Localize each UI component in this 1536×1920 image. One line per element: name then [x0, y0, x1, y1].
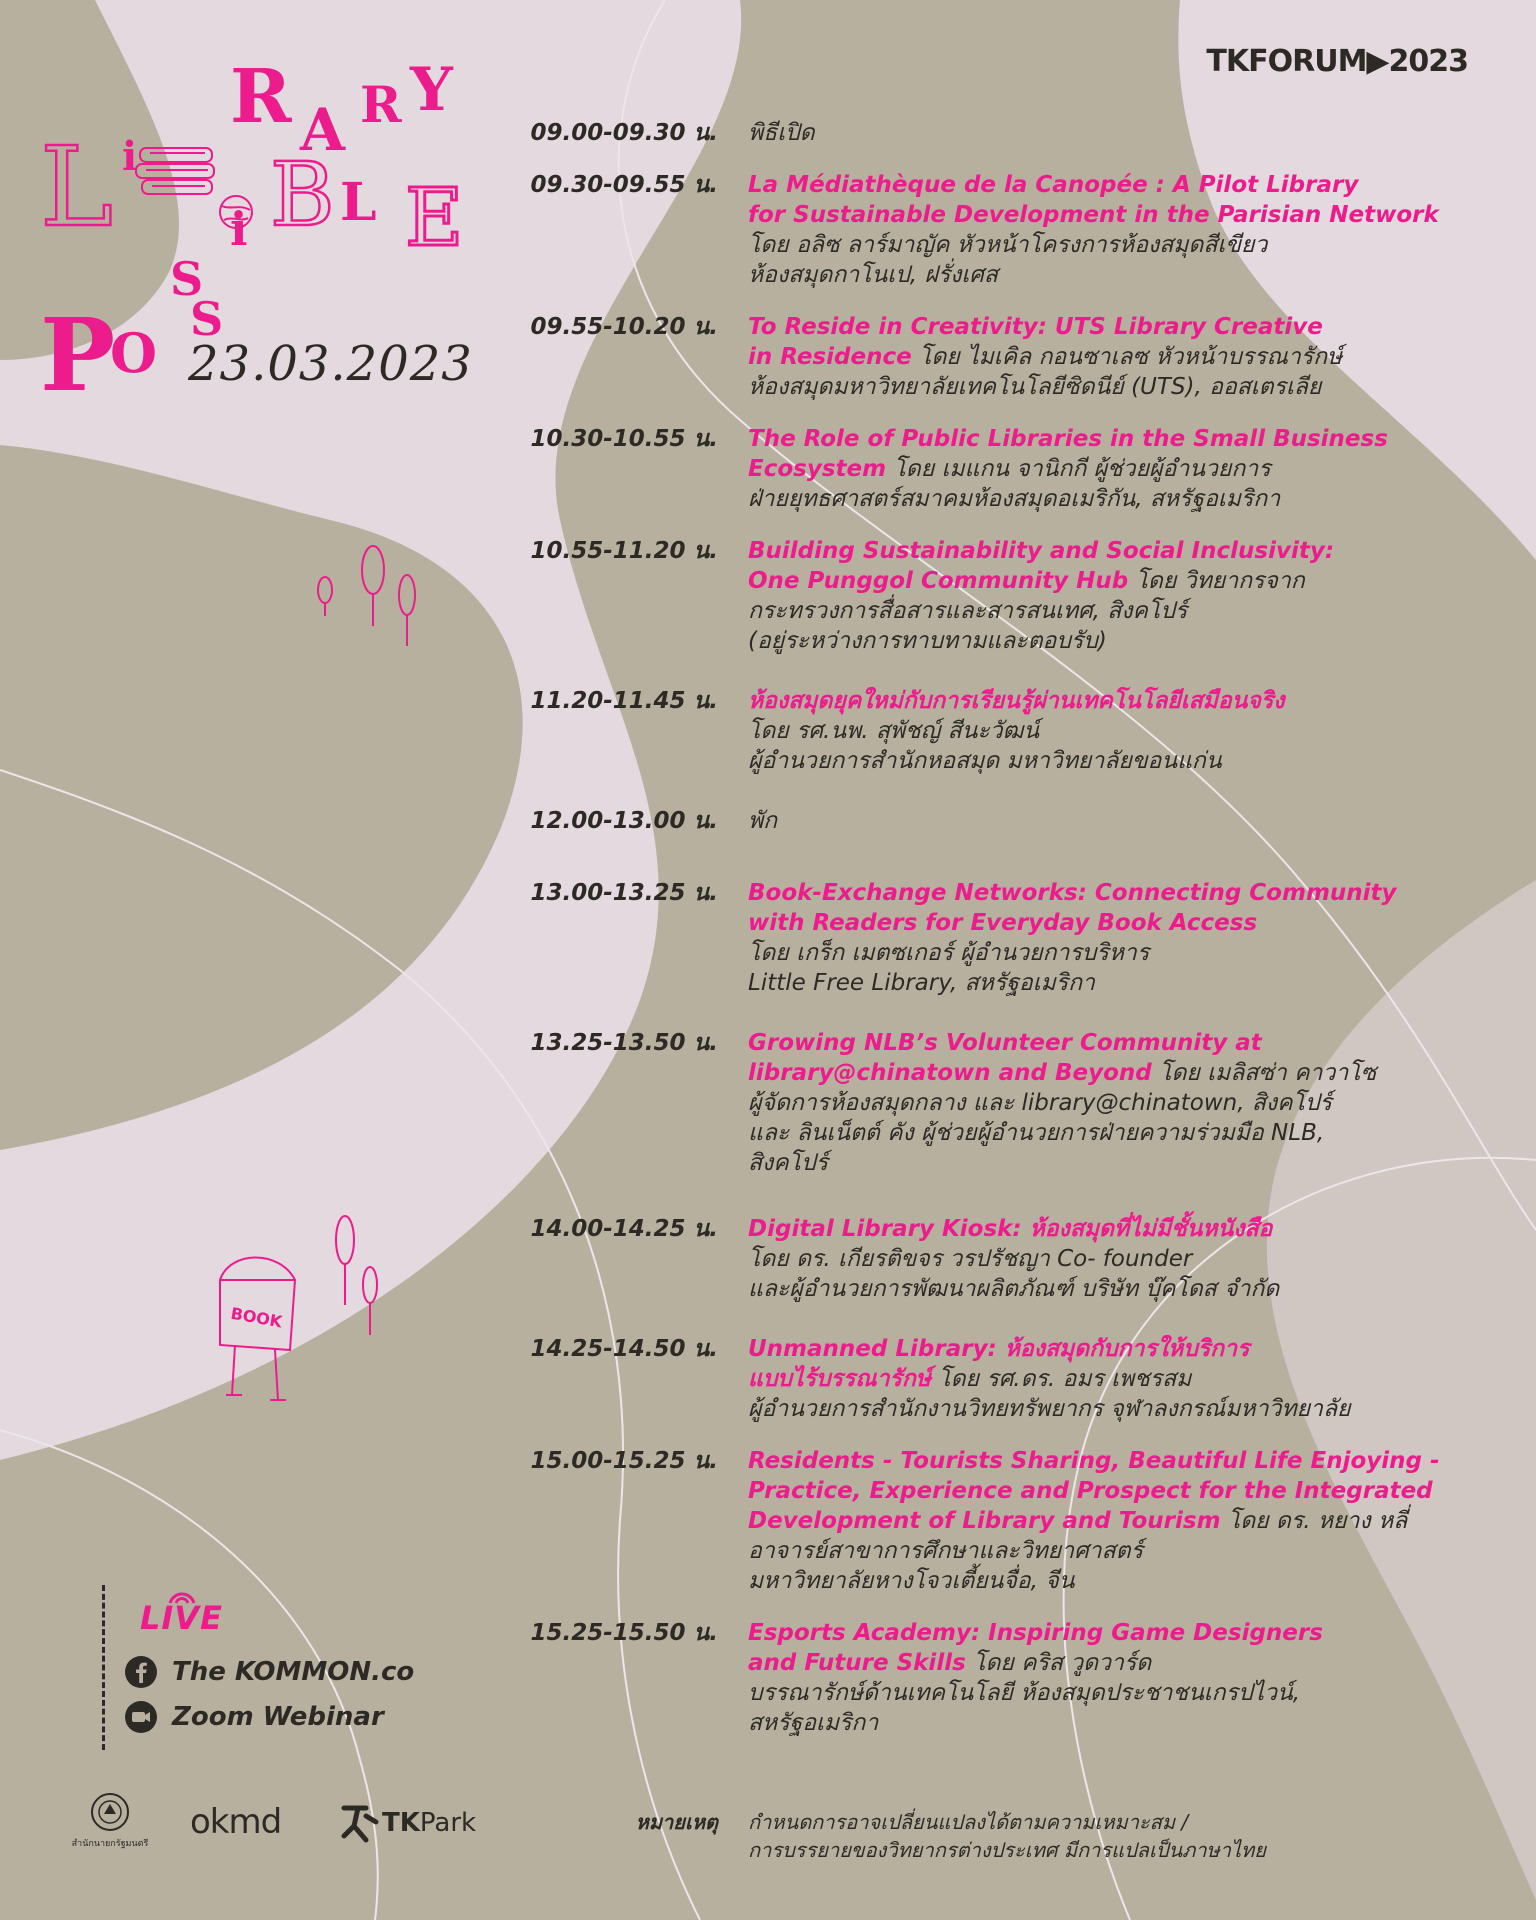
schedule-line [748, 1364, 1490, 1394]
schedule-details [748, 1028, 1490, 1178]
schedule-line [748, 260, 1490, 290]
schedule-line [748, 230, 1490, 260]
schedule-time: 09.30-09.55 น. [530, 172, 718, 198]
schedule-line [748, 626, 1490, 656]
session-speaker: บรรณารักษ์ด้านเทคโนโลยี ห้องสมุดประชาชนเกรปไวน์, [748, 1680, 1301, 1706]
session-title: Residents - Tourists Sharing, Beautiful Life Enjoying - [748, 1448, 1440, 1474]
schedule-time: 15.25-15.50 น. [530, 1620, 718, 1646]
schedule-details [748, 536, 1490, 656]
session-speaker: โดย คริส วูดวาร์ด [965, 1650, 1152, 1676]
session-speaker: โดย อลิซ ลาร์มาญัค หัวหน้าโครงการห้องสมุดสีเขียว [748, 232, 1268, 258]
schedule-line [748, 118, 1490, 148]
schedule-line [748, 1394, 1490, 1424]
session-title: Development of Library and Tourism [748, 1508, 1221, 1534]
schedule-row [480, 878, 1490, 998]
session-title: Ecosystem [748, 456, 887, 482]
session-title: ห้องสมุดยุคใหม่กับการเรียนรู้ผ่านเทคโนโลยีเสมือนจริง [748, 688, 1285, 714]
session-title: Unmanned Library: ห้องสมุดกับการให้บริการ [748, 1336, 1250, 1362]
schedule-details [748, 1334, 1490, 1424]
schedule-row [480, 686, 1490, 776]
schedule-time: 10.55-11.20 น. [530, 538, 718, 564]
schedule-line [748, 1678, 1490, 1708]
schedule-line [748, 878, 1490, 908]
schedule-line [748, 746, 1490, 776]
note-line: กำหนดการอาจเปลี่ยนแปลงได้ตามความเหมาะสม / [748, 1810, 1189, 1834]
schedule-line [748, 484, 1490, 514]
schedule-time: 14.25-14.50 น. [530, 1336, 718, 1362]
schedule-line [748, 536, 1490, 566]
schedule-line [748, 1536, 1490, 1566]
session-title: Digital Library Kiosk: ห้องสมุดที่ไม่มีชั้นหนังสือ [748, 1216, 1273, 1242]
letter-l: L [40, 123, 114, 251]
schedule-line [748, 1028, 1490, 1058]
mailbox-illustration [190, 1210, 390, 1410]
letter-a: A [300, 96, 346, 164]
letter-p: P [40, 296, 116, 410]
schedule-line [748, 908, 1490, 938]
note-text [748, 1808, 1490, 1864]
session-speaker: โดย รศ.ดร. อมร เพชรสม [930, 1366, 1192, 1392]
event-date: 23.03.2023 [188, 336, 473, 392]
letter-o: O [110, 321, 158, 385]
session-title: with Readers for Everyday Book Access [748, 910, 1258, 936]
letter-s2: S [190, 292, 224, 346]
schedule-row [480, 806, 1490, 836]
session-speaker: กระทรวงการสื่อสารและสารสนเทศ, สิงคโปร์ [748, 598, 1188, 624]
schedule-details [748, 424, 1490, 514]
letter-i: i [122, 133, 138, 180]
schedule-line [748, 200, 1490, 230]
session-speaker: สิงคโปร์ [748, 1150, 828, 1176]
schedule-row [480, 424, 1490, 514]
session-speaker: ห้องสมุดกาโนเป, ฝรั่งเศส [748, 262, 998, 288]
schedule-line [748, 1088, 1490, 1118]
schedule-time: 09.00-09.30 น. [530, 120, 718, 146]
live-zoom-link[interactable] [124, 1700, 384, 1734]
schedule-details [748, 170, 1490, 290]
session-speaker: พัก [748, 808, 778, 834]
schedule-time: 12.00-13.00 น. [530, 808, 718, 834]
schedule-line [748, 342, 1490, 372]
session-speaker: โดย ไมเคิล กอนซาเลซ หัวหน้าบรรณารักษ์ [911, 344, 1343, 370]
note-block [480, 1808, 1490, 1864]
letter-r: R [230, 54, 292, 140]
session-title: and Future Skills [748, 1650, 966, 1676]
session-speaker: มหาวิทยาลัยหางโจวเตี้ยนจื่อ, จีน [748, 1568, 1075, 1594]
dotted-divider [102, 1585, 105, 1750]
note-label: หมายเหตุ [635, 1810, 718, 1834]
government-seal-icon [90, 1792, 130, 1832]
session-speaker: โดย วิทยากรจาก [1128, 568, 1305, 594]
letter-y: Y [410, 55, 453, 125]
books-stack-icon [136, 148, 214, 194]
schedule-row [480, 312, 1490, 402]
session-speaker: โดย เกร็ก เมตซเกอร์ ผู้อำนวยการบริหาร [748, 940, 1150, 966]
session-speaker: โดย ดร. หยาง หลี่ [1220, 1508, 1408, 1534]
session-title: One Punggol Community Hub [748, 568, 1129, 594]
schedule-line [748, 1334, 1490, 1364]
schedule-list [480, 118, 1490, 1760]
schedule-line [748, 424, 1490, 454]
schedule-row [480, 1214, 1490, 1304]
session-speaker: โดย ดร. เกียรติขจร วรปรัชญา Co- founder [748, 1246, 1193, 1272]
schedule-details [748, 312, 1490, 402]
mailbox-label: BOOK [229, 1303, 284, 1332]
session-title: แบบไร้บรรณารักษ์ [748, 1366, 931, 1392]
letter-r2: R [360, 75, 402, 134]
schedule-line [748, 716, 1490, 746]
schedule-line [748, 1118, 1490, 1148]
live-block [80, 1585, 460, 1755]
schedule-details [748, 118, 1490, 148]
schedule-row [480, 118, 1490, 148]
schedule-time: 14.00-14.25 น. [530, 1216, 718, 1242]
sponsor-logos [64, 1792, 484, 1852]
schedule-line [748, 170, 1490, 200]
schedule-line [748, 1618, 1490, 1648]
schedule-line [748, 566, 1490, 596]
schedule-line [748, 1708, 1490, 1738]
okmd-logo: okmd [190, 1802, 282, 1842]
schedule-line [748, 1274, 1490, 1304]
session-title: To Reside in Creativity: UTS Library Creative [748, 314, 1323, 340]
session-title: for Sustainable Development in the Parisian Network [748, 202, 1439, 228]
live-title: LIVE [140, 1599, 223, 1637]
session-title: Building Sustainability and Social Inclusivity: [748, 538, 1335, 564]
live-facebook-label: The KOMMON.co [172, 1657, 415, 1687]
session-speaker: โดย เมแกน จานิกกี ผู้ช่วยผู้อำนวยการ [886, 456, 1271, 482]
schedule-time: 09.55-10.20 น. [530, 314, 718, 340]
brand-tkforum-2023: TKFORUM▶2023 [1206, 44, 1468, 79]
session-title: Book-Exchange Networks: Connecting Community [748, 880, 1397, 906]
tkpark-logo-rest: Park [419, 1808, 477, 1838]
zoom-camera-icon [124, 1700, 158, 1734]
schedule-row [480, 1618, 1490, 1738]
session-title: The Role of Public Libraries in the Small Business [748, 426, 1388, 452]
schedule-details [748, 1214, 1490, 1304]
schedule-line [748, 454, 1490, 484]
tkpark-logo [382, 1808, 476, 1838]
schedule-line [748, 1476, 1490, 1506]
schedule-time: 15.00-15.25 น. [530, 1448, 718, 1474]
schedule-details [748, 1446, 1490, 1596]
schedule-line [748, 1244, 1490, 1274]
letter-b: B [270, 143, 335, 246]
schedule-line [748, 596, 1490, 626]
session-speaker: โดย รศ.นพ. สุพัชญ์ สีนะวัฒน์ [748, 718, 1040, 744]
schedule-details [748, 806, 1490, 836]
session-title: Practice, Experience and Prospect for the Integrated [748, 1478, 1433, 1504]
session-speaker: อาจารย์สาขาการศึกษาและวิทยาศาสตร์ [748, 1538, 1143, 1564]
schedule-line [748, 806, 1490, 836]
schedule-line [748, 1648, 1490, 1678]
schedule-row [480, 170, 1490, 290]
session-speaker: (อยู่ระหว่างการทาบทามและตอบรับ) [748, 628, 1107, 654]
session-speaker: สหรัฐอเมริกา [748, 1710, 879, 1736]
letter-e: E [405, 171, 464, 264]
schedule-time: 13.25-13.50 น. [530, 1030, 718, 1056]
schedule-time: 10.30-10.55 น. [530, 426, 718, 452]
session-title: Esports Academy: Inspiring Game Designers [748, 1620, 1323, 1646]
session-title: library@chinatown and Beyond [748, 1060, 1152, 1086]
schedule-line [748, 1566, 1490, 1596]
seal-caption: สำนักนายกรัฐมนตรี [71, 1839, 149, 1849]
note-line: การบรรยายของวิทยากรต่างประเทศ มีการแปลเป็นภาษาไทย [748, 1838, 1266, 1862]
schedule-line [748, 1214, 1490, 1244]
session-title: La Médiathèque de la Canopée : A Pilot Library [748, 172, 1359, 198]
session-speaker: พิธีเปิด [748, 120, 815, 146]
session-speaker: และผู้อำนวยการพัฒนาผลิตภัณฑ์ บริษัท บุ๊คโดส จำกัด [748, 1276, 1280, 1302]
schedule-line [748, 1446, 1490, 1476]
schedule-line [748, 1148, 1490, 1178]
session-speaker: ผู้จัดการห้องสมุดกลาง และ library@chinatown, สิงคโปร์ [748, 1090, 1332, 1116]
session-title: in Residence [748, 344, 912, 370]
letter-s: S [170, 252, 204, 306]
schedule-details [748, 686, 1490, 776]
schedule-line [748, 968, 1490, 998]
letter-l2: L [340, 172, 377, 233]
facebook-icon [124, 1655, 158, 1689]
session-speaker: ผู้อำนวยการสำนักงานวิทยทรัพยากร จุฬาลงกรณ์มหาวิทยาลัย [748, 1396, 1351, 1422]
tkpark-logo-bold: TK [382, 1808, 420, 1838]
session-speaker: Little Free Library, สหรัฐอเมริกา [748, 970, 1095, 996]
live-zoom-label: Zoom Webinar [172, 1702, 384, 1732]
session-title: Growing NLB’s Volunteer Community at [748, 1030, 1262, 1056]
schedule-row [480, 536, 1490, 656]
schedule-line [748, 312, 1490, 342]
schedule-line [748, 686, 1490, 716]
session-speaker: และ ลินเน็ตต์ คัง ผู้ช่วยผู้อำนวยการฝ่ายความร่วมมือ NLB, [748, 1120, 1325, 1146]
schedule-time: 13.00-13.25 น. [530, 880, 718, 906]
letter-i2: i [230, 202, 248, 256]
trees-illustration [305, 540, 425, 650]
schedule-row [480, 1446, 1490, 1596]
session-speaker: ฝ่ายยุทธศาสตร์สมาคมห้องสมุดอเมริกัน, สหรัฐอเมริกา [748, 486, 1281, 512]
session-speaker: ผู้อำนวยการสำนักหอสมุด มหาวิทยาลัยขอนแก่น [748, 748, 1222, 774]
tkpark-runner-icon [340, 1800, 380, 1844]
schedule-details [748, 1618, 1490, 1738]
live-facebook-link[interactable] [124, 1655, 414, 1689]
schedule-time: 11.20-11.45 น. [530, 688, 718, 714]
schedule-line [748, 938, 1490, 968]
session-speaker: ห้องสมุดมหาวิทยาลัยเทคโนโลยีซิดนีย์ (UTS), ออสเตรเลีย [748, 374, 1322, 400]
schedule-line [748, 1058, 1490, 1088]
session-speaker: โดย เมลิสซ่า คาวาโซ [1151, 1060, 1377, 1086]
schedule-details [748, 878, 1490, 998]
schedule-line [748, 372, 1490, 402]
schedule-row [480, 1028, 1490, 1178]
schedule-row [480, 1334, 1490, 1424]
schedule-line [748, 1506, 1490, 1536]
